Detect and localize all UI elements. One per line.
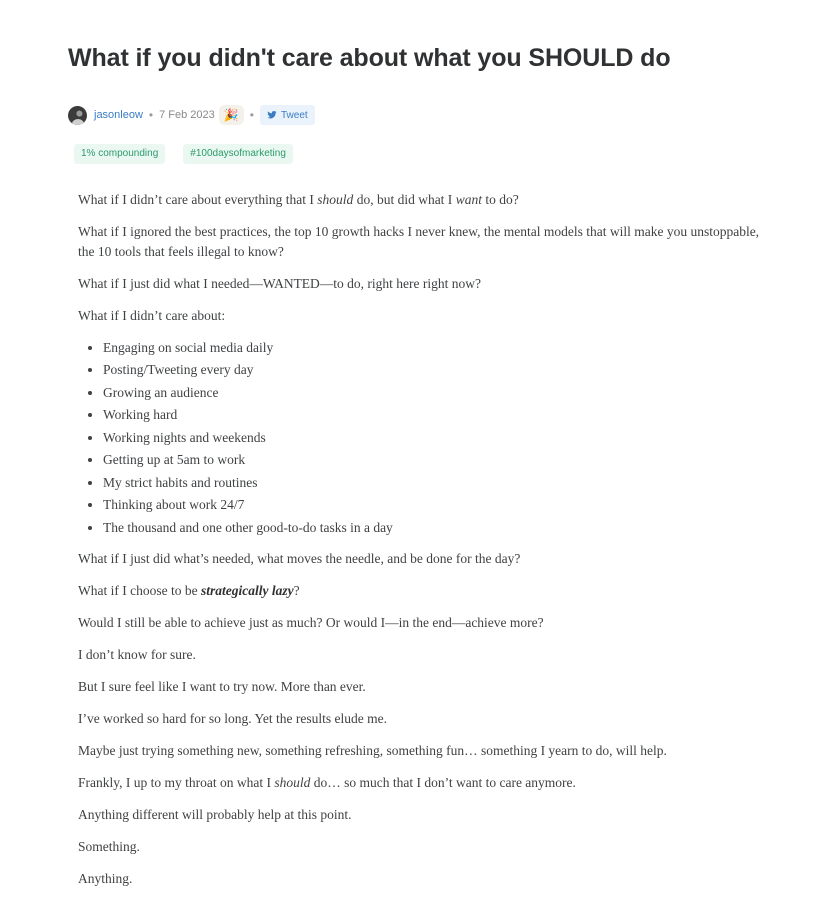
paragraph: Anything different will probably help at this point. [78, 807, 352, 822]
twitter-bird-icon [267, 110, 277, 120]
author-link[interactable]: jasonleow [94, 109, 143, 121]
emphasis-strategically-lazy: strategically lazy [200, 583, 294, 598]
list-item: • Working nights and weekends [103, 428, 768, 448]
list-item: • Thinking about work 24/7 [103, 495, 768, 515]
post-meta [68, 104, 315, 126]
paragraph: Would I still be able to achieve just as much? Or would I—in the end—achieve more? [78, 615, 544, 630]
tag-list [74, 144, 293, 164]
paragraph: I don’t know for sure. [78, 647, 196, 662]
paragraph: What if I choose to be strategically lazy? [78, 583, 300, 598]
meta-separator: • [249, 108, 254, 122]
paragraph: What if I just did what’s needed, what moves the needle, and be done for the day? [78, 551, 521, 566]
post-body [78, 190, 768, 901]
list-item: • Working hard [103, 405, 768, 425]
paragraph: Frankly, I up to my throat on what I should do… so much that I don’t want to care anymore. [78, 775, 576, 790]
bullet-list [78, 338, 768, 538]
tweet-label: Tweet [280, 109, 308, 121]
post-date: 7 Feb 2023 [159, 109, 215, 121]
paragraph: But I sure feel like I want to try now. More than ever. [78, 679, 366, 694]
post-title: What if you didn't care about what you SHOULD do [68, 44, 671, 72]
tweet-button[interactable] [260, 105, 315, 125]
paragraph: Maybe just trying something new, something refreshing, something fun… something I yearn to do, will help. [78, 743, 667, 758]
paragraph: I’ve worked so hard for so long. Yet the results elude me. [78, 711, 387, 726]
list-item: • The thousand and one other good-to-do tasks in a day [103, 518, 768, 538]
tag-1-percent-compounding[interactable]: 1% compounding [74, 144, 165, 164]
paragraph: What if I just did what I needed—WANTED—to do, right here right now? [78, 275, 482, 291]
list-item: • Growing an audience [103, 383, 768, 403]
paragraph: What if I didn’t care about: [78, 307, 226, 323]
paragraph: What if I didn’t care about everything that I should do, but did what I want to do? [78, 192, 519, 207]
list-item: • Posting/Tweeting every day [103, 360, 768, 380]
paragraph: Anything. [78, 871, 133, 886]
tag-100daysofmarketing[interactable]: #100daysofmarketing [183, 144, 293, 164]
party-popper-icon[interactable]: 🎉 [219, 105, 244, 125]
paragraph: What if I ignored the best practices, the top 10 growth hacks I never knew, the mental models that will make you unstoppable, the 10 tools that feels illegal to know? [78, 224, 760, 259]
author-avatar[interactable] [68, 106, 87, 125]
list-item: • Getting up at 5am to work [103, 450, 768, 470]
list-item: • My strict habits and routines [103, 473, 768, 493]
list-item: • Engaging on social media daily [103, 338, 768, 358]
paragraph: Something. [78, 839, 140, 854]
meta-separator: • [148, 108, 154, 122]
